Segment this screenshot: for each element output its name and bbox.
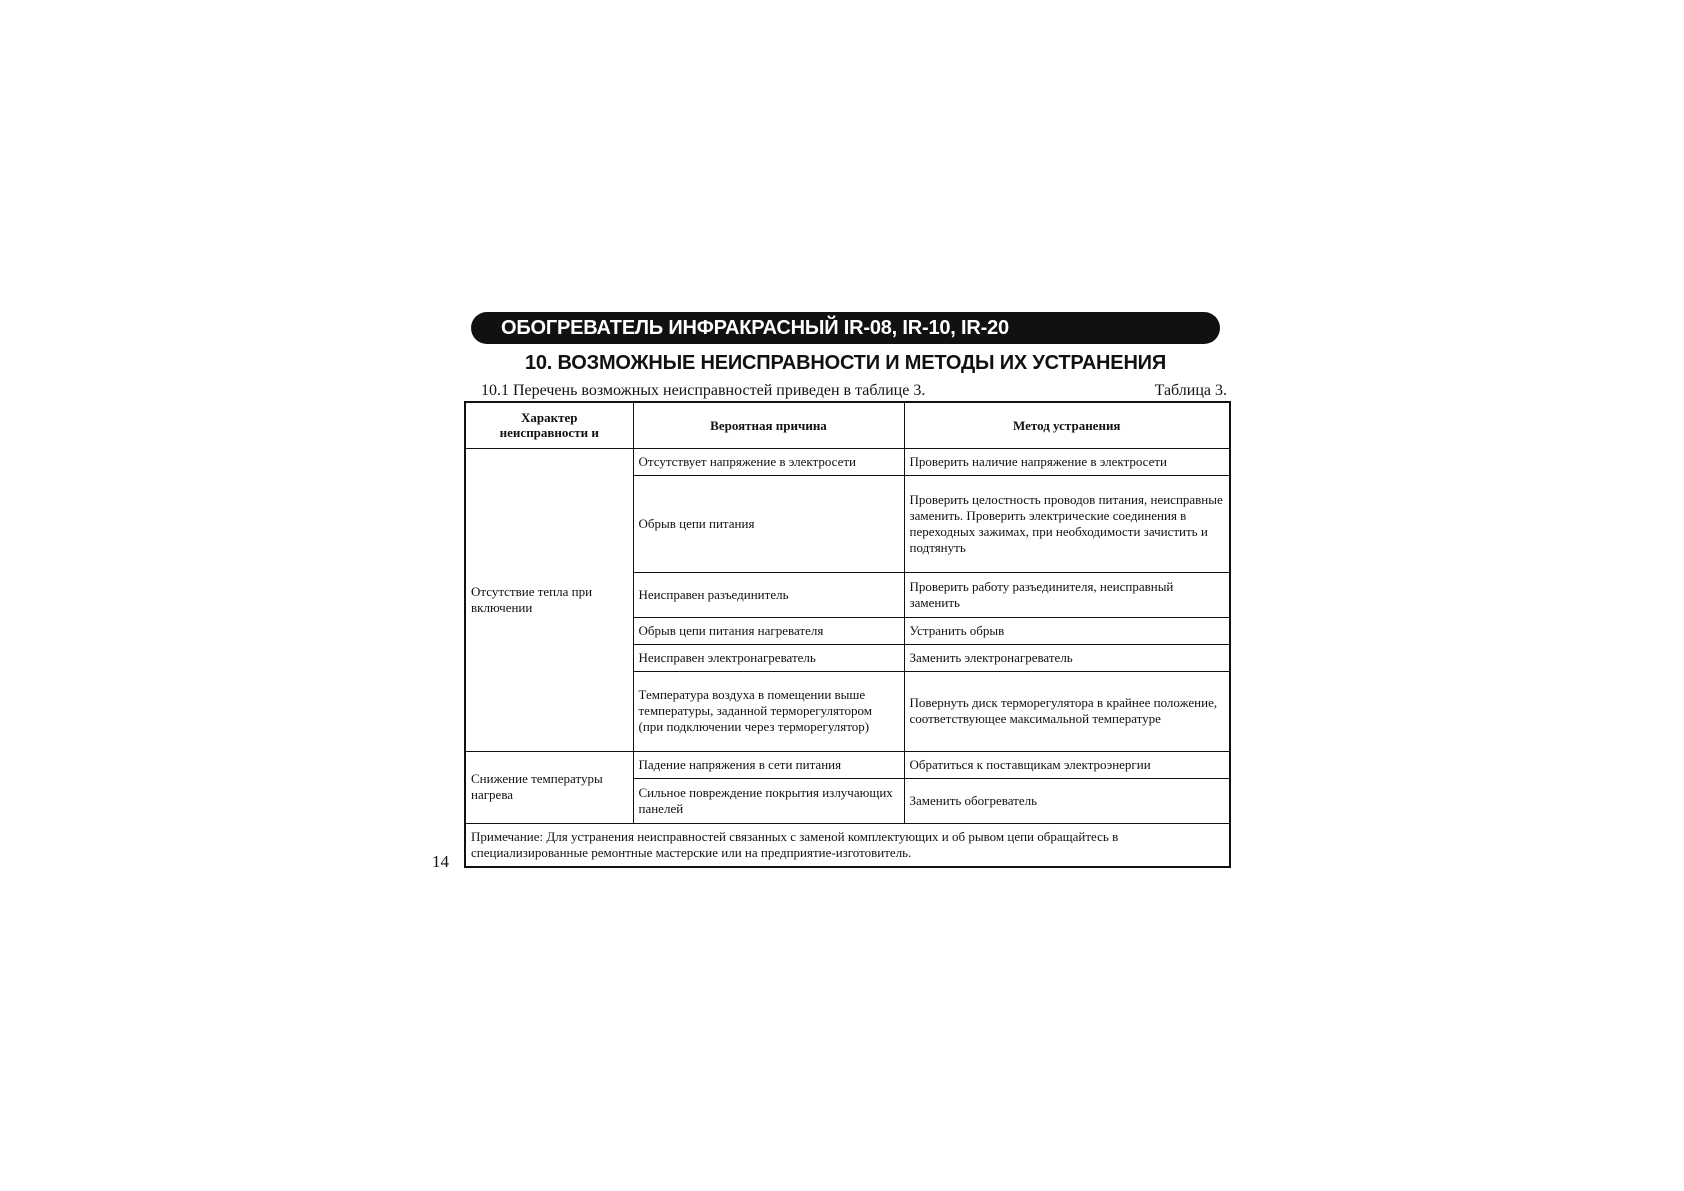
cause-cell: Неисправен электронагреватель	[633, 644, 904, 671]
header-bar: ОБОГРЕВАТЕЛЬ ИНФРАКРАСНЫЙ IR-08, IR-10, IR-20	[471, 312, 1220, 344]
remedy-cell: Проверить целостность проводов питания, неисправные заменить. Проверить электрические соединения в переходных зажимах, при необходимости зачистить и подтянуть	[904, 475, 1230, 572]
header-cause: Вероятная причина	[633, 402, 904, 448]
table-row	[465, 448, 1230, 475]
remedy-cell: Проверить наличие напряжение в электросети	[904, 448, 1230, 475]
remedy-cell: Проверить работу разъединителя, неисправный заменить	[904, 572, 1230, 617]
remedy-cell: Повернуть диск терморегулятора в крайнее положение, соответствующее максимальной температуре	[904, 671, 1230, 751]
intro-text: 10.1 Перечень возможных неисправностей приведен в таблице 3.	[481, 382, 926, 399]
table-header-row	[465, 402, 1230, 448]
section-title: 10. ВОЗМОЖНЫЕ НЕИСПРАВНОСТИ И МЕТОДЫ ИХ УСТРАНЕНИЯ	[524, 352, 1167, 374]
remedy-cell: Обратиться к поставщикам электроэнергии	[904, 751, 1230, 778]
header-fault: Характер неисправности и	[465, 402, 633, 448]
faults-table	[464, 401, 1231, 868]
cause-cell: Температура воздуха в помещении выше температуры, заданной терморегулятором (при подключении через терморегулятор)	[633, 671, 904, 751]
cause-cell: Обрыв цепи питания нагревателя	[633, 617, 904, 644]
fault-cell: Отсутствие тепла при включении	[465, 448, 633, 751]
table-row	[465, 751, 1230, 778]
cause-cell: Сильное повреждение покрытия излучающих панелей	[633, 778, 904, 823]
remedy-cell: Устранить обрыв	[904, 617, 1230, 644]
page-number: 14	[432, 852, 449, 871]
table-caption: Таблица 3.	[1154, 382, 1227, 399]
cause-cell: Обрыв цепи питания	[633, 475, 904, 572]
table-note: Примечание: Для устранения неисправностей связанных с заменой комплектующих и об рывом цепи обращайтесь в специализированные ремонтные мастерские или на предприятие-изготовитель.	[465, 823, 1230, 867]
fault-cell: Снижение температуры нагрева	[465, 751, 633, 823]
intro-line	[481, 381, 1227, 401]
remedy-cell: Заменить обогреватель	[904, 778, 1230, 823]
cause-cell: Падение напряжения в сети питания	[633, 751, 904, 778]
cause-cell: Неисправен разъединитель	[633, 572, 904, 617]
header-remedy: Метод устранения	[904, 402, 1230, 448]
cause-cell: Отсутствует напряжение в электросети	[633, 448, 904, 475]
remedy-cell: Заменить электронагреватель	[904, 644, 1230, 671]
table-note-row	[465, 823, 1230, 867]
